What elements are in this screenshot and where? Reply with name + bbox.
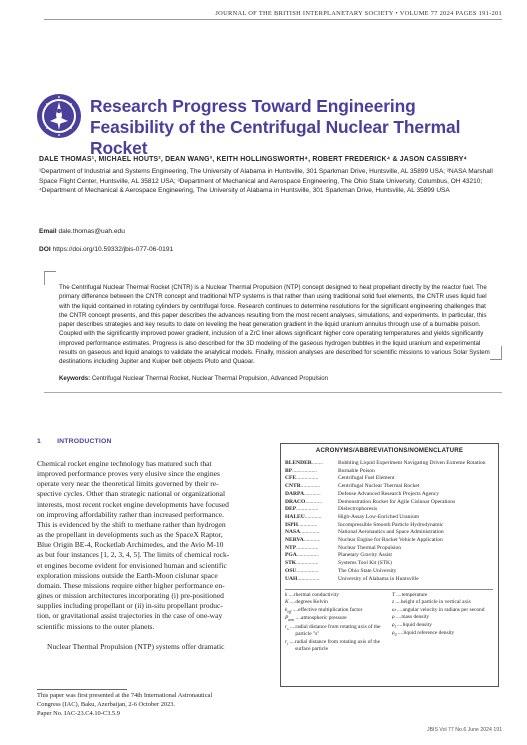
nomenclature-right: [392, 592, 496, 639]
running-head: JOURNAL OF THE BRITISH INTERPLANETARY SOCIETY • VOLUME 77 2024 PAGES 191-201: [215, 10, 502, 17]
body-line: gines or mission architectures incorporating (i) pre-positioned: [37, 591, 224, 601]
doi-link[interactable]: https://doi.org/10.59332/jbis-077-06-0191: [52, 246, 174, 253]
acronym-definition: Burnable Poison: [338, 467, 375, 474]
nomenclature-definition: height of particle in vertical axis: [400, 599, 471, 606]
acronym-row: [285, 529, 495, 537]
acronym-definition: Planetary Gravity Assist: [338, 552, 392, 559]
nomenclature-symbol: K ....: [285, 599, 296, 606]
acronym-row: [285, 491, 495, 499]
nomenclature-symbol: ω ....: [392, 606, 403, 613]
acronym-definition: Bubbling Liquid Experiment Navigating Driven Extreme Rotation: [338, 460, 486, 466]
nomenclature-symbol: $P_{atm}$ ....: [285, 615, 302, 623]
nomenclature-item: [285, 592, 391, 599]
acronyms-title: ACRONYMS/ABBREVIATIONS/NOMENCLATURE: [315, 447, 464, 454]
acronym-row: [285, 506, 495, 514]
acronym-definition: Nuclear Engine for Rocket Vehicle Application: [338, 537, 443, 544]
acronym-row: [285, 560, 495, 568]
acronym-row: [285, 514, 495, 522]
doi-label: DOI: [39, 246, 51, 253]
acronym-definition: The Ohio State University: [338, 567, 397, 574]
acronym-key: OSU................: [285, 567, 319, 574]
acronym-key: NERVA............: [285, 537, 321, 544]
email-label: Email: [39, 228, 57, 235]
body-line: improved performance proves very elusive since the engines: [37, 469, 220, 479]
acronym-definition: National Aeronautics and Space Administration: [338, 529, 444, 536]
body-line: tion, or gravitational assist trajectories in the case of one-way: [37, 611, 223, 621]
body-line: on improving affordability rather than increased performance.: [37, 509, 224, 519]
nomenclature-definition: radial distance from rotating axis of the surface particle: [294, 638, 381, 652]
page-footer: JBIS Vol 77 No.6 June 2024 191: [427, 727, 502, 733]
acronym-row: [285, 499, 495, 507]
nomenclature-item: [392, 614, 496, 621]
acronym-row: [285, 537, 495, 545]
nomenclature-symbol: k ....: [285, 592, 295, 598]
acronym-row: [285, 483, 495, 491]
nomenclature-symbol: $k_{eff}$ ....: [285, 606, 299, 614]
body-text: [37, 459, 267, 652]
nomenclature-definition: atmospheric pressure: [301, 615, 347, 622]
nomenclature-definition: thermal conductivity: [294, 592, 339, 598]
acronym-row: [285, 460, 495, 468]
section-heading: [37, 438, 112, 445]
acronym-key: STK................: [285, 560, 319, 567]
nomenclature-symbol: $\rho_l$ ....: [392, 621, 403, 629]
jbis-society-seal-icon: [36, 93, 82, 139]
section-title: INTRODUCTION: [57, 438, 112, 445]
body-line: et engines become evident for envisioned human and scientific: [37, 560, 227, 570]
nomenclature-symbol: z ....: [392, 599, 401, 606]
nomenclature-symbol: T ....: [392, 592, 402, 598]
nomenclature-item: [285, 624, 391, 639]
article-title: Research Progress Toward Engineering Feasibility of the Centrifugal Nuclear Thermal Rocket: [90, 96, 461, 158]
nomenclature-item: [392, 630, 496, 638]
nomenclature-definition: liquid density: [402, 621, 432, 628]
acronym-definition: Defense Advanced Research Projects Agency: [338, 490, 440, 497]
acronym-key: DEP................: [285, 506, 319, 513]
nomenclature-definition: radial distance from rotating axis of the particle "s": [295, 623, 381, 638]
footnote-line: Paper No. IAC-23.C4.10-C3.5.9: [37, 709, 120, 717]
acronym-definition: Systems Tool Kit (STK): [338, 560, 392, 567]
nomenclature-definition: angular velocity in radians per second: [402, 606, 485, 613]
acronym-key: ISPH..............: [285, 521, 318, 528]
nomenclature-item: [285, 599, 391, 606]
acronym-key: CFE................: [285, 475, 319, 482]
acronym-definition: High-Assay Low-Enriched Uranium: [338, 513, 420, 520]
body-line: scientific missions to the outer planets.: [37, 621, 155, 631]
acronym-definition: Demonstration Rocket for Agile Cislunar Operations: [338, 498, 456, 505]
email-line: [39, 228, 125, 235]
body-line: exploration missions outside the Earth-Moon cislunar space: [37, 570, 218, 580]
keywords-value: Centrifugal Nuclear Thermal Rocket, Nuclear Thermal Propulsion, Advanced Propulsion: [91, 375, 329, 382]
footnote-line: Congress (IAC), Baku, Azerbaijan, 2-6 October 2023.: [37, 700, 176, 708]
affiliations: ¹Department of Industrial and Systems Engineering, The University of Alabama in Huntsville, 301 Sparkman Drive, Huntsville, AL 35899 USA; ²NASA Marshall Space Flight Center, Huntsville, AL 35812 USA; ³Department of Mechanical and Aerospace Engineering, The Ohio State University, Columbus, OH 43210; ⁴Department of Mechanical & Aerospace Engineering, The University of Alabama in Huntsville, 301 Sparkman Drive, Huntsville, AL 35899 USA: [39, 168, 493, 195]
body-line: Chemical rocket engine technology has matured such that: [37, 459, 212, 468]
keywords-label: Keywords:: [59, 375, 91, 382]
acronym-key: CNTR..............: [285, 483, 321, 490]
nomenclature-item: [285, 607, 391, 615]
body-line: supplies including propellant or (ii) in-situ propellant produc-: [37, 601, 223, 611]
acronym-key: PGA................: [285, 552, 319, 559]
acronym-row: [285, 475, 495, 483]
nomenclature-definition: temperature: [401, 592, 428, 598]
nomenclature-symbol: $r_s$ ....: [285, 623, 296, 631]
doi-line: [39, 246, 173, 253]
section-number: 1: [37, 438, 41, 445]
nomenclature-symbol: $r_i$ ....: [285, 638, 295, 646]
nomenclature-item: [285, 615, 391, 623]
body-line: This is evidenced by the shift to methane rather than hydrogen: [37, 519, 226, 529]
acronym-key: HALEU............: [285, 513, 322, 520]
acronym-key: NTP................: [285, 544, 319, 551]
nomenclature-definition: effective multiplication factor: [298, 606, 363, 613]
nomenclature-item: [392, 607, 496, 614]
body-line: domain. These missions require either higher performance en-: [37, 580, 225, 590]
body-line: as the propellant in developments such as the SpaceX Raptor,: [37, 530, 223, 540]
nomenclature-definition: degrees Kelvin: [295, 599, 328, 606]
nomenclature-item: [285, 639, 391, 654]
abstract: The Centrifugal Nuclear Thermal Rocket (CNTR) is a Nuclear Thermal Propulsion (NTP) concept designed to heat propellant directly by the reactor fuel. The primary difference between the CNTR concept and traditional NTP systems is that rather than using traditional solid fuel elements, the CNTR uses liquid fuel with the liquid contained in rotating cylinders by centrifugal force. Research continues to determine resolutions for the significant engineering challenges that the CNTR concept presents, and this paper describes the advances resulting from the most recent analyses, simulations, and experiments. In particular, this paper describes strategies and key results to date on leveling the heat generation gradient in the liquid uranium annulus through use of a burnable poison. Coupled with the significantly improved power gradient, inclusion of a ZrC liner allows significant higher core operating temperatures and yields significantly improved performance estimates. Progress is also described for the 3D modeling of the gaseous hydrogen bubbles in the liquid uranium and experimental results on gaseous and liquid analogs to validate the analytical models. Finally, mission analyses are described for scientific missions to various Solar System destinations including Jupiter and Kuiper belt objects Pluto and Quaoar.: [59, 284, 490, 365]
acronym-key: NASA..............: [285, 529, 320, 536]
nomenclature-symbol: ρ ....: [392, 614, 402, 621]
acronym-row: [285, 568, 495, 576]
acronym-key: BLENDER........: [285, 460, 323, 466]
body-line: Blue Origin BE-4, Rocketlab Archimedes, and the Avio M-10: [37, 540, 224, 550]
acronym-row: [285, 552, 495, 560]
email-link[interactable]: dale.thomas@uah.edu: [58, 228, 125, 235]
body-line: spective cycles. Other than strategic national or organizational: [37, 489, 226, 499]
acronym-key: DRACO............: [285, 498, 322, 505]
acronym-definition: University of Alabama in Huntsville: [338, 575, 419, 582]
acronym-list: [285, 460, 495, 583]
acronym-definition: Nuclear Thermal Propulsion: [338, 544, 402, 551]
acronym-row: [285, 576, 495, 584]
header-rule: [44, 19, 502, 20]
acronym-definition: Incompressible Smooth Particle Hydrodynamic: [338, 521, 444, 528]
body-line: interests, most recent rocket engine developments have focused: [37, 499, 229, 509]
nomenclature-rule: [285, 589, 493, 590]
nomenclature-definition: liquid reference density: [403, 630, 455, 637]
nomenclature-item: [392, 599, 496, 606]
acronym-key: UAH................: [285, 575, 320, 582]
nomenclature-definition: mass density: [401, 614, 430, 621]
keywords-rule: [44, 392, 502, 393]
nomenclature-left: [285, 592, 391, 653]
author-list: DALE THOMAS¹, MICHAEL HOUTS², DEAN WANG³, KEITH HOLLINGSWORTH⁴, ROBERT FREDERICK⁴ & JASON CASSIBRY⁴: [39, 156, 468, 163]
acronym-row: [285, 545, 495, 553]
acronym-definition: Centrifugal Fuel Element: [338, 475, 395, 482]
acronym-key: BP..................: [285, 467, 318, 474]
acronym-key: DARPA............: [285, 490, 321, 497]
keywords-line: [59, 375, 499, 382]
body-line: Nuclear Thermal Propulsion (NTP) systems offer dramatic: [47, 641, 225, 651]
acronym-row: [285, 522, 495, 530]
nomenclature-item: [392, 622, 496, 630]
presentation-footnote: [37, 692, 267, 718]
acronym-definition: Dielectrophoresis: [338, 506, 378, 513]
footnote-rule: [37, 689, 127, 690]
body-line: as but four instances [1, 2, 3, 4, 5]. The limits of chemical rock-: [37, 550, 230, 560]
nomenclature-symbol: $\rho_0$ ....: [392, 630, 404, 638]
footnote-line: This paper was first presented at the 74th International Astronautical: [37, 692, 213, 699]
body-line: operate very near the theoretical limits governed by their re-: [37, 479, 219, 489]
acronym-definition: Centrifugal Nuclear Thermal Rocket: [338, 483, 420, 490]
